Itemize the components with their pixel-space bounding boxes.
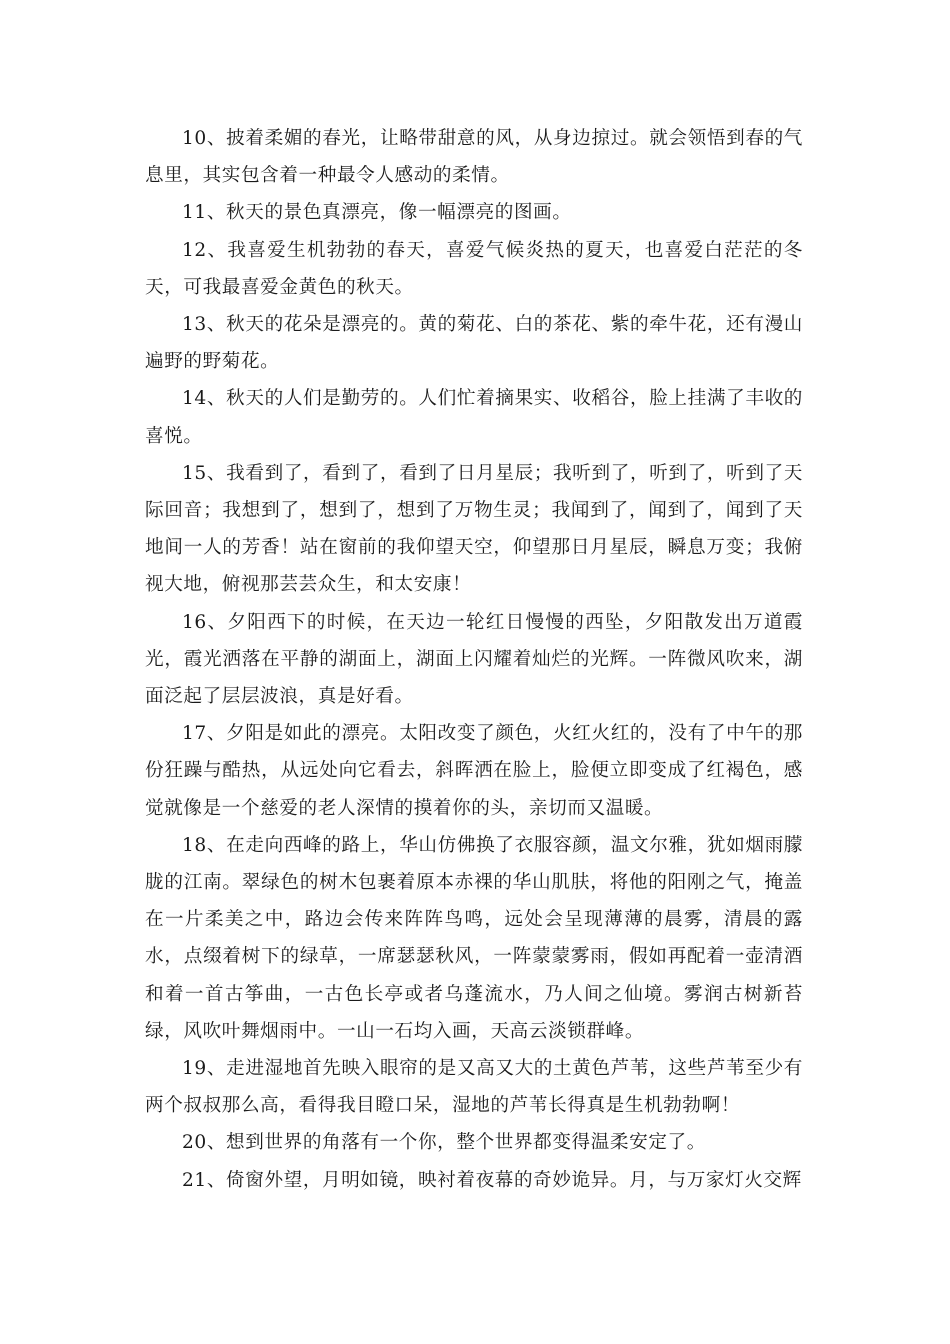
paragraph-16: 16、夕阳西下的时候，在天边一轮红日慢慢的西坠，夕阳散发出万道霞光，霞光洒落在平静的湖面上，湖面上闪耀着灿烂的光辉。一阵微风吹来，湖面泛起了层层波浪，真是好看。 [145, 611, 803, 708]
paragraph-18: 18、在走向西峰的路上，华山仿佛换了衣服容颜，温文尔雅，犹如烟雨朦胧的江南。翠绿色的树木包裹着原本赤裸的华山肌肤，将他的阳刚之气，掩盖在一片柔美之中，路边会传来阵阵鸟鸣，远处会呈现薄薄的晨雾，清晨的露水，点缀着树下的绿草，一席瑟瑟秋风，一阵蒙蒙雾雨，假如再配着一壶清酒和着一首古筝曲，一古色长亭或者乌蓬流水，乃人间之仙境。雾润古树新苔绿，风吹叶舞烟雨中。一山一石均入画，天高云淡锁群峰。 [145, 834, 803, 1042]
document-body [145, 120, 803, 1199]
paragraph-12: 12、我喜爱生机勃勃的春天，喜爱气候炎热的夏天，也喜爱白茫茫的冬天，可我最喜爱金黄色的秋天。 [145, 239, 803, 298]
paragraph-19: 19、走进湿地首先映入眼帘的是又高又大的土黄色芦苇，这些芦苇至少有两个叔叔那么高，看得我目瞪口呆，湿地的芦苇长得真是生机勃勃啊！ [145, 1058, 803, 1117]
paragraph-14: 14、秋天的人们是勤劳的。人们忙着摘果实、收稻谷，脸上挂满了丰收的喜悦。 [145, 388, 803, 447]
paragraph-21: 21、倚窗外望，月明如镜，映衬着夜幕的奇妙诡异。月，与万家灯火交辉 [182, 1169, 802, 1191]
paragraph-17: 17、夕阳是如此的漂亮。太阳改变了颜色，火红火红的，没有了中午的那份狂躁与酷热，从远处向它看去，斜晖洒在脸上，脸便立即变成了红褐色，感觉就像是一个慈爱的老人深情的摸着你的头，亲切而又温暖。 [145, 723, 803, 819]
paragraph-15: 15、我看到了，看到了，看到了日月星辰；我听到了，听到了，听到了天际回音；我想到了，想到了，想到了万物生灵；我闻到了，闻到了，闻到了天地间一人的芳香！站在窗前的我仰望天空，仰望那日月星辰，瞬息万变；我俯视大地，俯视那芸芸众生，和太安康！ [145, 462, 803, 596]
paragraph-13: 13、秋天的花朵是漂亮的。黄的菊花、白的茶花、紫的牵牛花，还有漫山遍野的野菊花。 [145, 314, 803, 373]
paragraph-11: 11、秋天的景色真漂亮，像一幅漂亮的图画。 [182, 202, 572, 224]
paragraph-10: 10、披着柔媚的春光，让略带甜意的风，从身边掠过。就会领悟到春的气息里，其实包含着一种最令人感动的柔情。 [145, 128, 803, 187]
paragraph-20: 20、想到世界的角落有一个你，整个世界都变得温柔安定了。 [182, 1132, 706, 1154]
